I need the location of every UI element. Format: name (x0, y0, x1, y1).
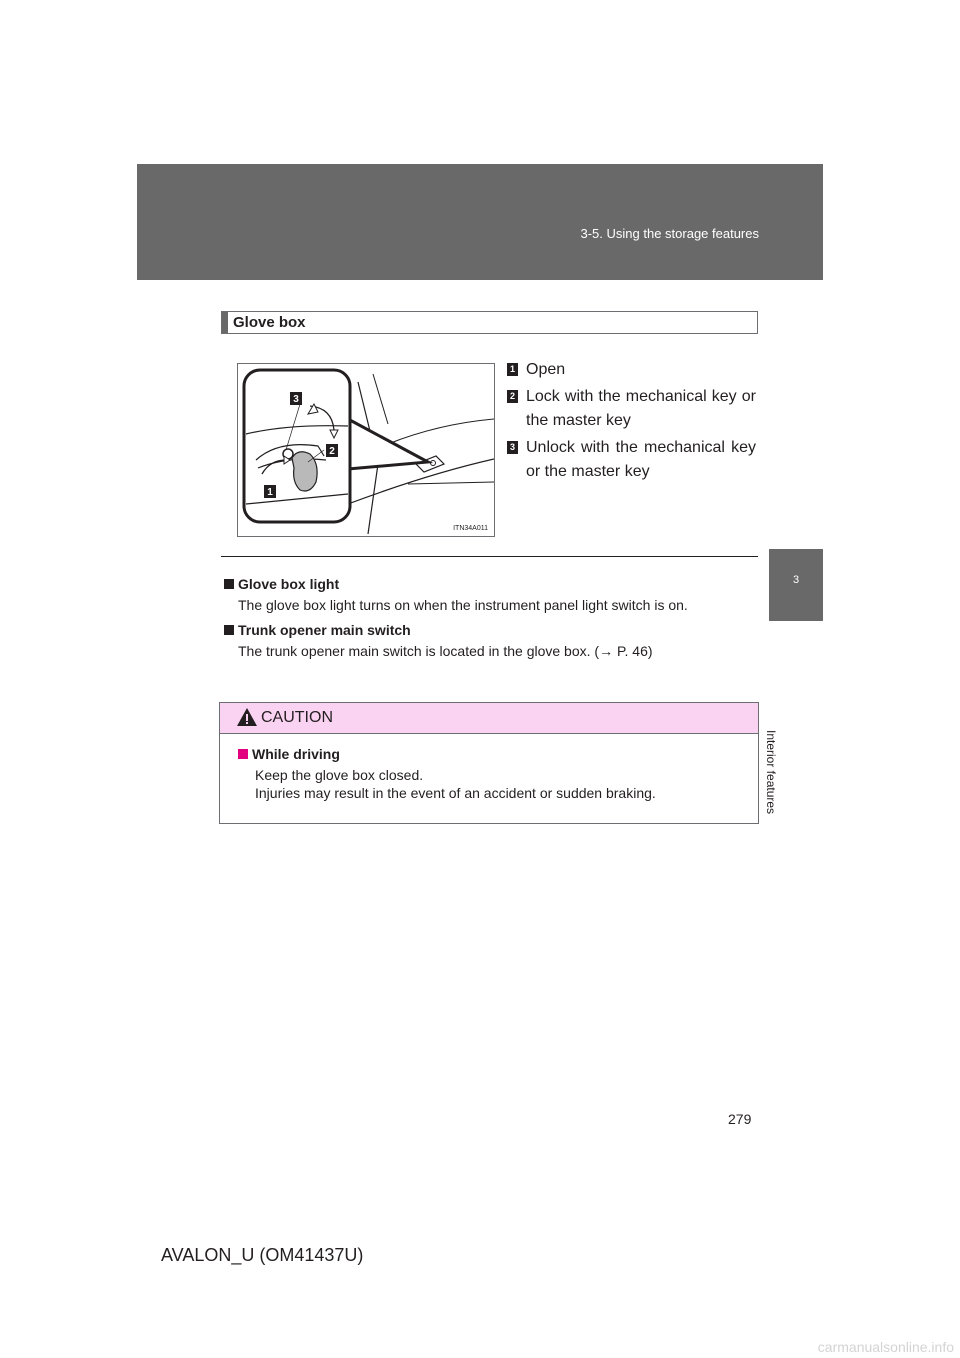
caution-line: Injuries may result in the event of an accident or sudden braking. (255, 785, 656, 801)
caution-header (220, 703, 758, 734)
note-heading (224, 621, 764, 639)
step-text: Open (526, 361, 566, 378)
section-accent (222, 312, 228, 333)
warning-triangle-icon (236, 707, 258, 727)
caution-box (219, 702, 759, 824)
bullet-square-icon (224, 579, 234, 589)
chapter-label-vertical (764, 592, 802, 815)
section-title: Glove box (233, 314, 306, 331)
note-body: The glove box light turns on when the instrument panel light switch is on. (238, 597, 688, 613)
note-body-page-link[interactable]: The trunk opener main switch is located in the glove box. (→ P. 46) (238, 643, 653, 659)
caution-line: Keep the glove box closed. (255, 767, 424, 783)
step-text: Lock with the mechanical key or the master key (526, 388, 756, 429)
section-title-bar (221, 311, 758, 334)
step-list (507, 358, 756, 487)
step-item (507, 436, 756, 484)
bullet-square-icon (224, 625, 234, 635)
glove-box-illustration (237, 363, 495, 537)
glove-box-drawing (238, 364, 495, 537)
step-item (507, 358, 756, 382)
notes-list (224, 575, 764, 667)
note-heading-text: Glove box light (238, 576, 340, 592)
callout-3: 3 (293, 394, 299, 405)
caution-title: CAUTION (261, 709, 333, 726)
caution-heading (238, 745, 758, 763)
step-number-badge: 2 (507, 390, 518, 403)
caution-body (220, 734, 758, 802)
figure-code: ITN34A011 (453, 525, 488, 532)
step-number-badge: 3 (507, 441, 518, 454)
page-number: 279 (728, 1111, 752, 1127)
callout-2: 2 (329, 446, 335, 457)
step-text: Unlock with the mechanical key or the master key (526, 439, 756, 480)
manual-code: AVALON_U (OM41437U) (161, 1245, 364, 1265)
watermark: carmanualsonline.info (817, 1339, 954, 1355)
note-heading-text: Trunk opener main switch (238, 622, 411, 638)
step-number-badge: 1 (507, 363, 518, 376)
note-heading (224, 575, 764, 593)
section-divider (221, 556, 758, 557)
chapter-number: 3 (792, 574, 800, 586)
caution-heading-text: While driving (252, 746, 340, 762)
header-section-title: 3-5. Using the storage features (580, 226, 759, 241)
callout-1: 1 (267, 487, 273, 498)
header-band (137, 164, 823, 280)
step-item (507, 385, 756, 433)
bullet-square-icon (238, 749, 248, 759)
chapter-label: Interior features (764, 730, 778, 815)
